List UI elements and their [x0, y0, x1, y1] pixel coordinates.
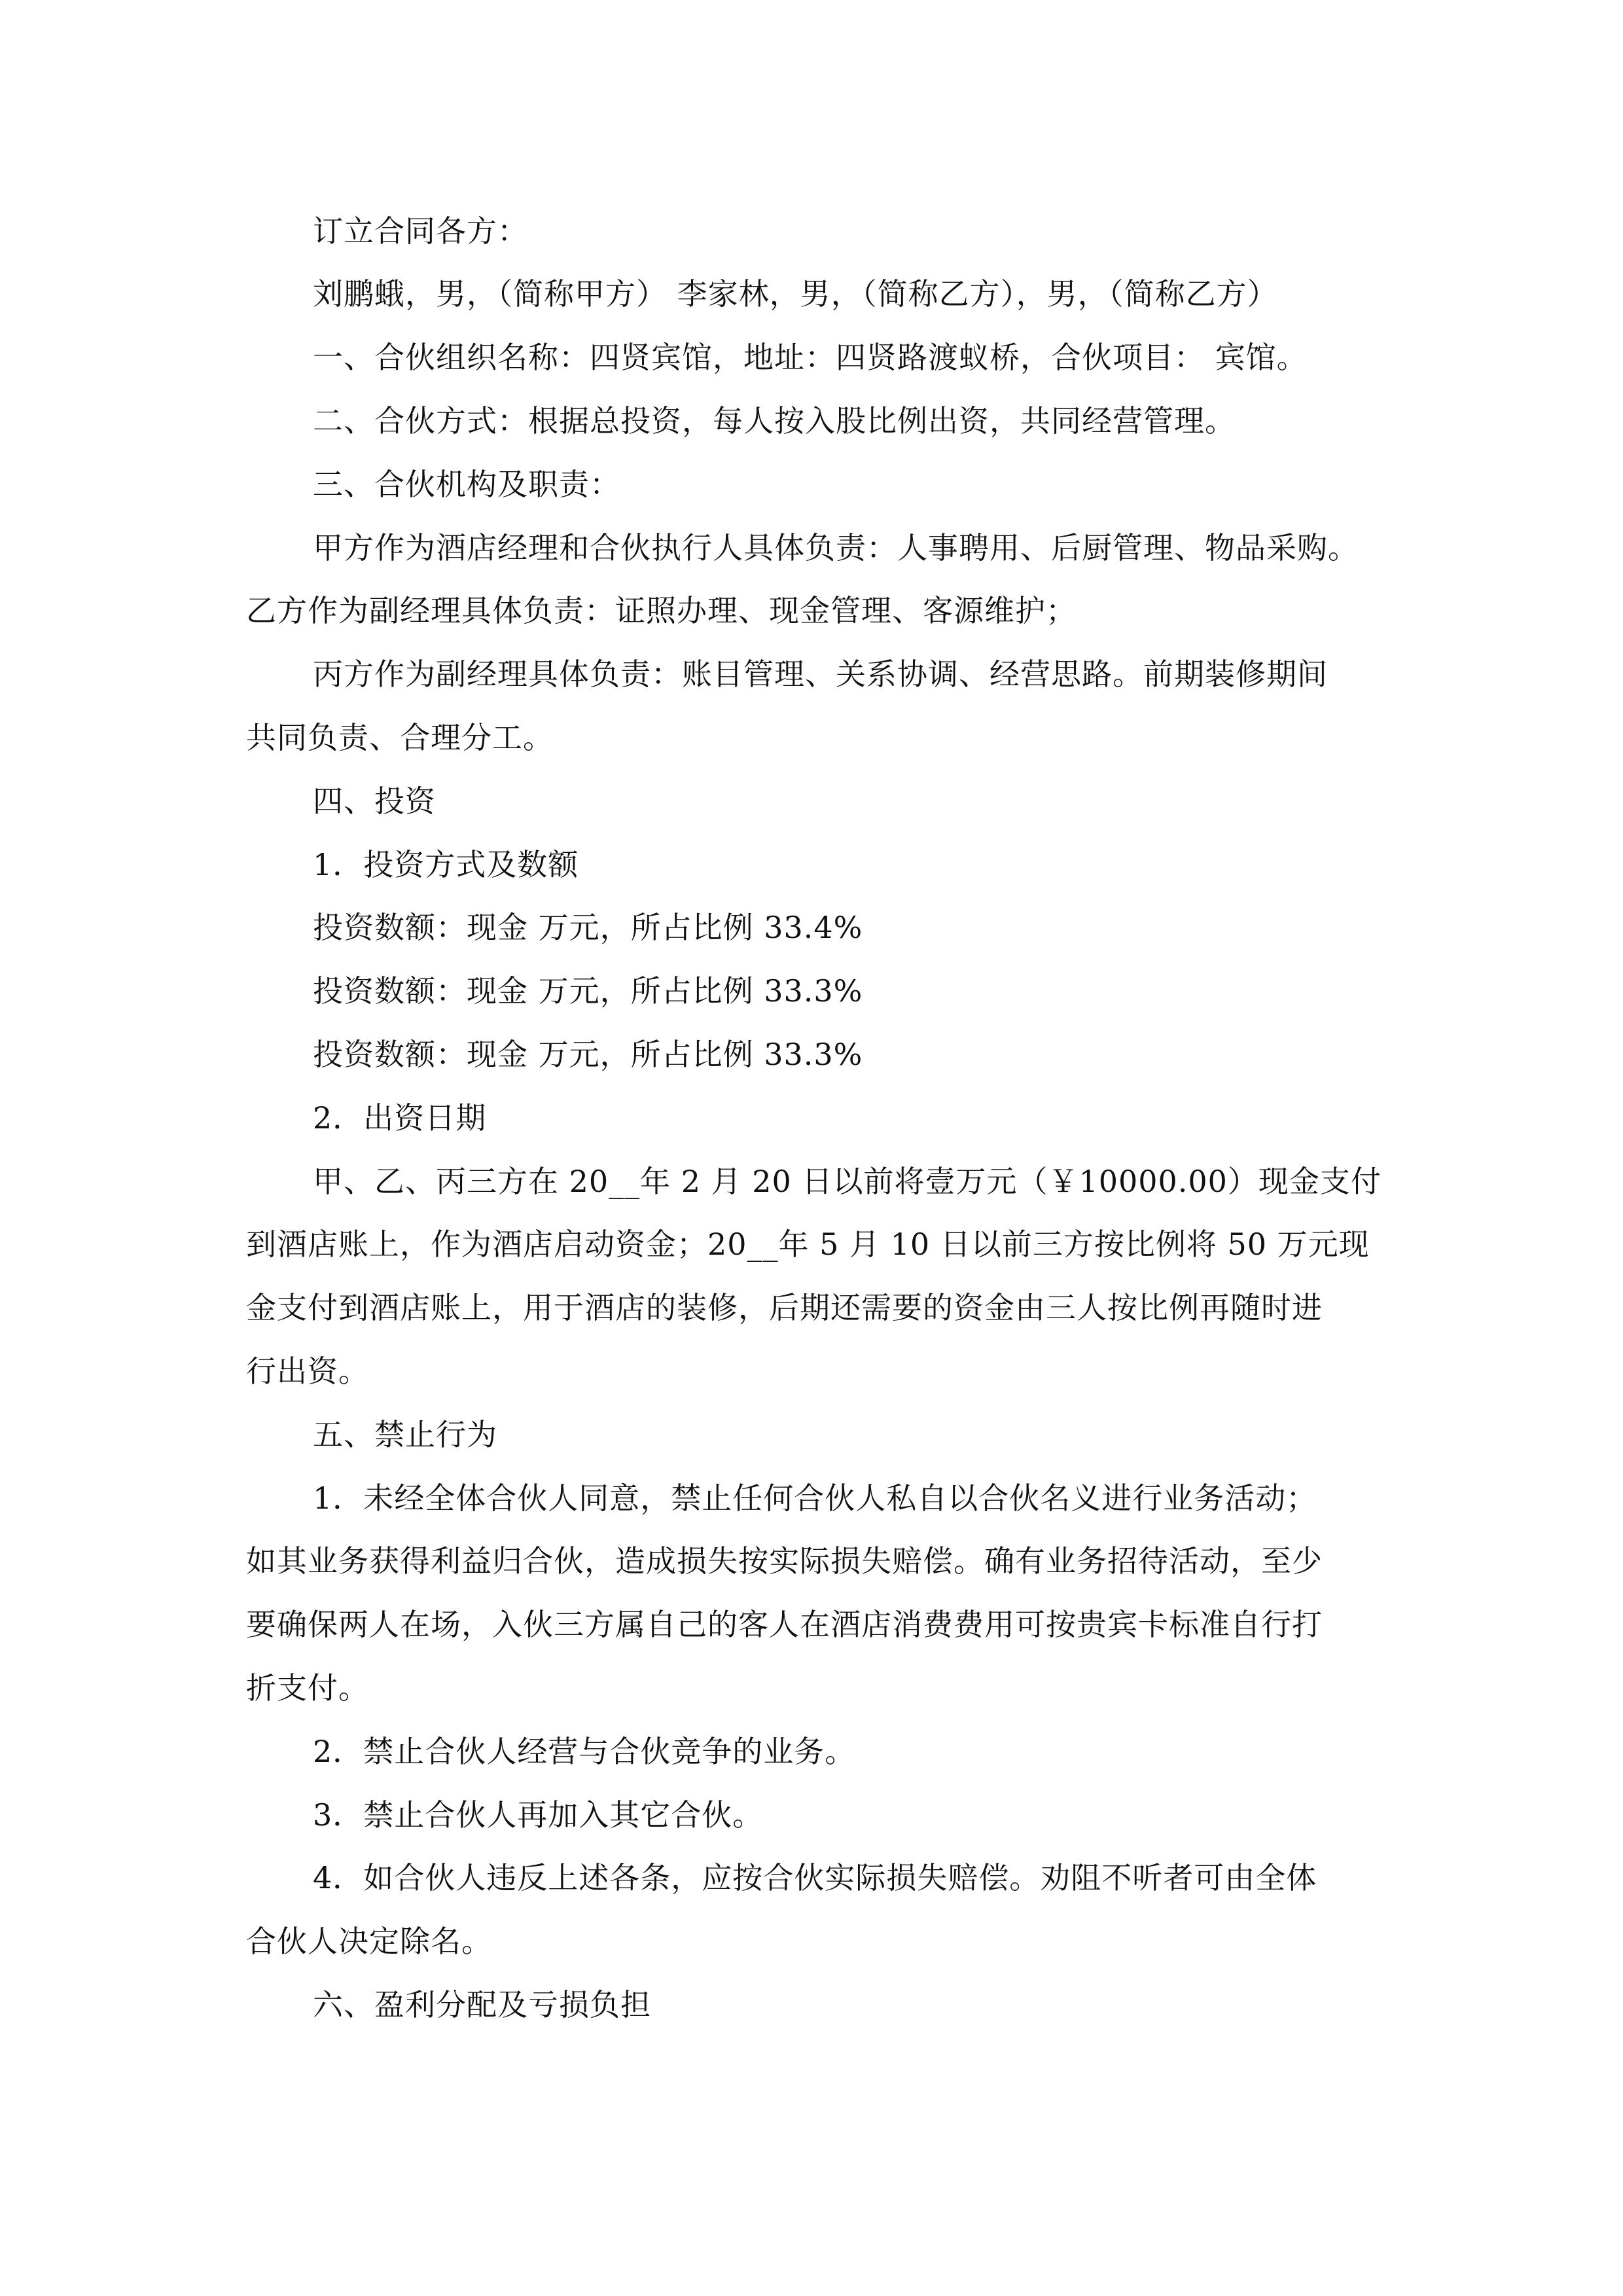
prohibition-3: 3．禁止合伙人再加入其它合伙。	[313, 1797, 764, 1833]
prohibition-4-line-1: 4．如合伙人违反上述各条，应按合伙实际损失赔偿。劝阻不听者可由全体	[313, 1860, 1317, 1895]
funding-date-line-2: 到酒店账上，作为酒店启动资金；20__年 5 月 10 日以前三方按比例将 50 万元现	[246, 1227, 1370, 1262]
investment-line-2: 投资数额：现金 万元，所占比例 33.3%	[313, 973, 863, 1009]
clause-5-heading: 五、禁止行为	[313, 1417, 497, 1452]
clause-3-party-c: 丙方作为副经理具体负责：账目管理、关系协调、经营思路。前期装修期间	[313, 656, 1328, 692]
clause-2-method: 二、合伙方式：根据总投资，每人按入股比例出资，共同经营管理。	[313, 403, 1236, 439]
paragraph-parties: 刘鹏蛾，男，（简称甲方） 李家林，男，（简称乙方），男，（简称乙方）	[313, 276, 1278, 312]
paragraph-parties-heading: 订立合同各方：	[313, 213, 528, 249]
clause-4-2-heading: 2．出资日期	[313, 1100, 487, 1136]
prohibition-1-line-2: 如其业务获得利益归合伙，造成损失按实际损失赔偿。确有业务招待活动，至少	[246, 1543, 1323, 1579]
clause-1-name: 一、合伙组织名称：四贤宾馆，地址：四贤路渡蚁桥，合伙项目： 宾馆。	[313, 340, 1308, 375]
funding-date-line-1: 甲、乙、丙三方在 20__年 2 月 20 日以前将壹万元（￥10000.00）现金支付	[313, 1164, 1382, 1199]
prohibition-2: 2．禁止合伙人经营与合伙竞争的业务。	[313, 1734, 856, 1769]
prohibition-4-line-2: 合伙人决定除名。	[246, 1924, 492, 1959]
clause-3-heading: 三、合伙机构及职责：	[313, 467, 620, 502]
investment-line-3: 投资数额：现金 万元，所占比例 33.3%	[313, 1037, 863, 1072]
funding-date-line-3: 金支付到酒店账上，用于酒店的装修，后期还需要的资金由三人按比例再随时进	[246, 1290, 1323, 1325]
clause-4-heading: 四、投资	[313, 783, 436, 819]
prohibition-1-line-4: 折支付。	[246, 1670, 369, 1706]
clause-4-1-heading: 1．投资方式及数额	[313, 847, 579, 882]
funding-date-line-4: 行出资。	[246, 1354, 369, 1389]
investment-line-1: 投资数额：现金 万元，所占比例 33.4%	[313, 910, 863, 945]
prohibition-1-line-1: 1．未经全体合伙人同意，禁止任何合伙人私自以合伙名义进行业务活动；	[313, 1480, 1317, 1516]
clause-3-party-a: 甲方作为酒店经理和合伙执行人具体负责：人事聘用、后厨管理、物品采购。	[313, 530, 1359, 565]
clause-3-party-b: 乙方作为副经理具体负责：证照办理、现金管理、客源维护；	[246, 593, 1077, 628]
prohibition-1-line-3: 要确保两人在场，入伙三方属自己的客人在酒店消费费用可按贵宾卡标准自行打	[246, 1607, 1323, 1642]
clause-6-heading: 六、盈利分配及亏损负担	[313, 1987, 651, 2022]
clause-3-party-c-cont: 共同负责、合理分工。	[246, 720, 554, 755]
